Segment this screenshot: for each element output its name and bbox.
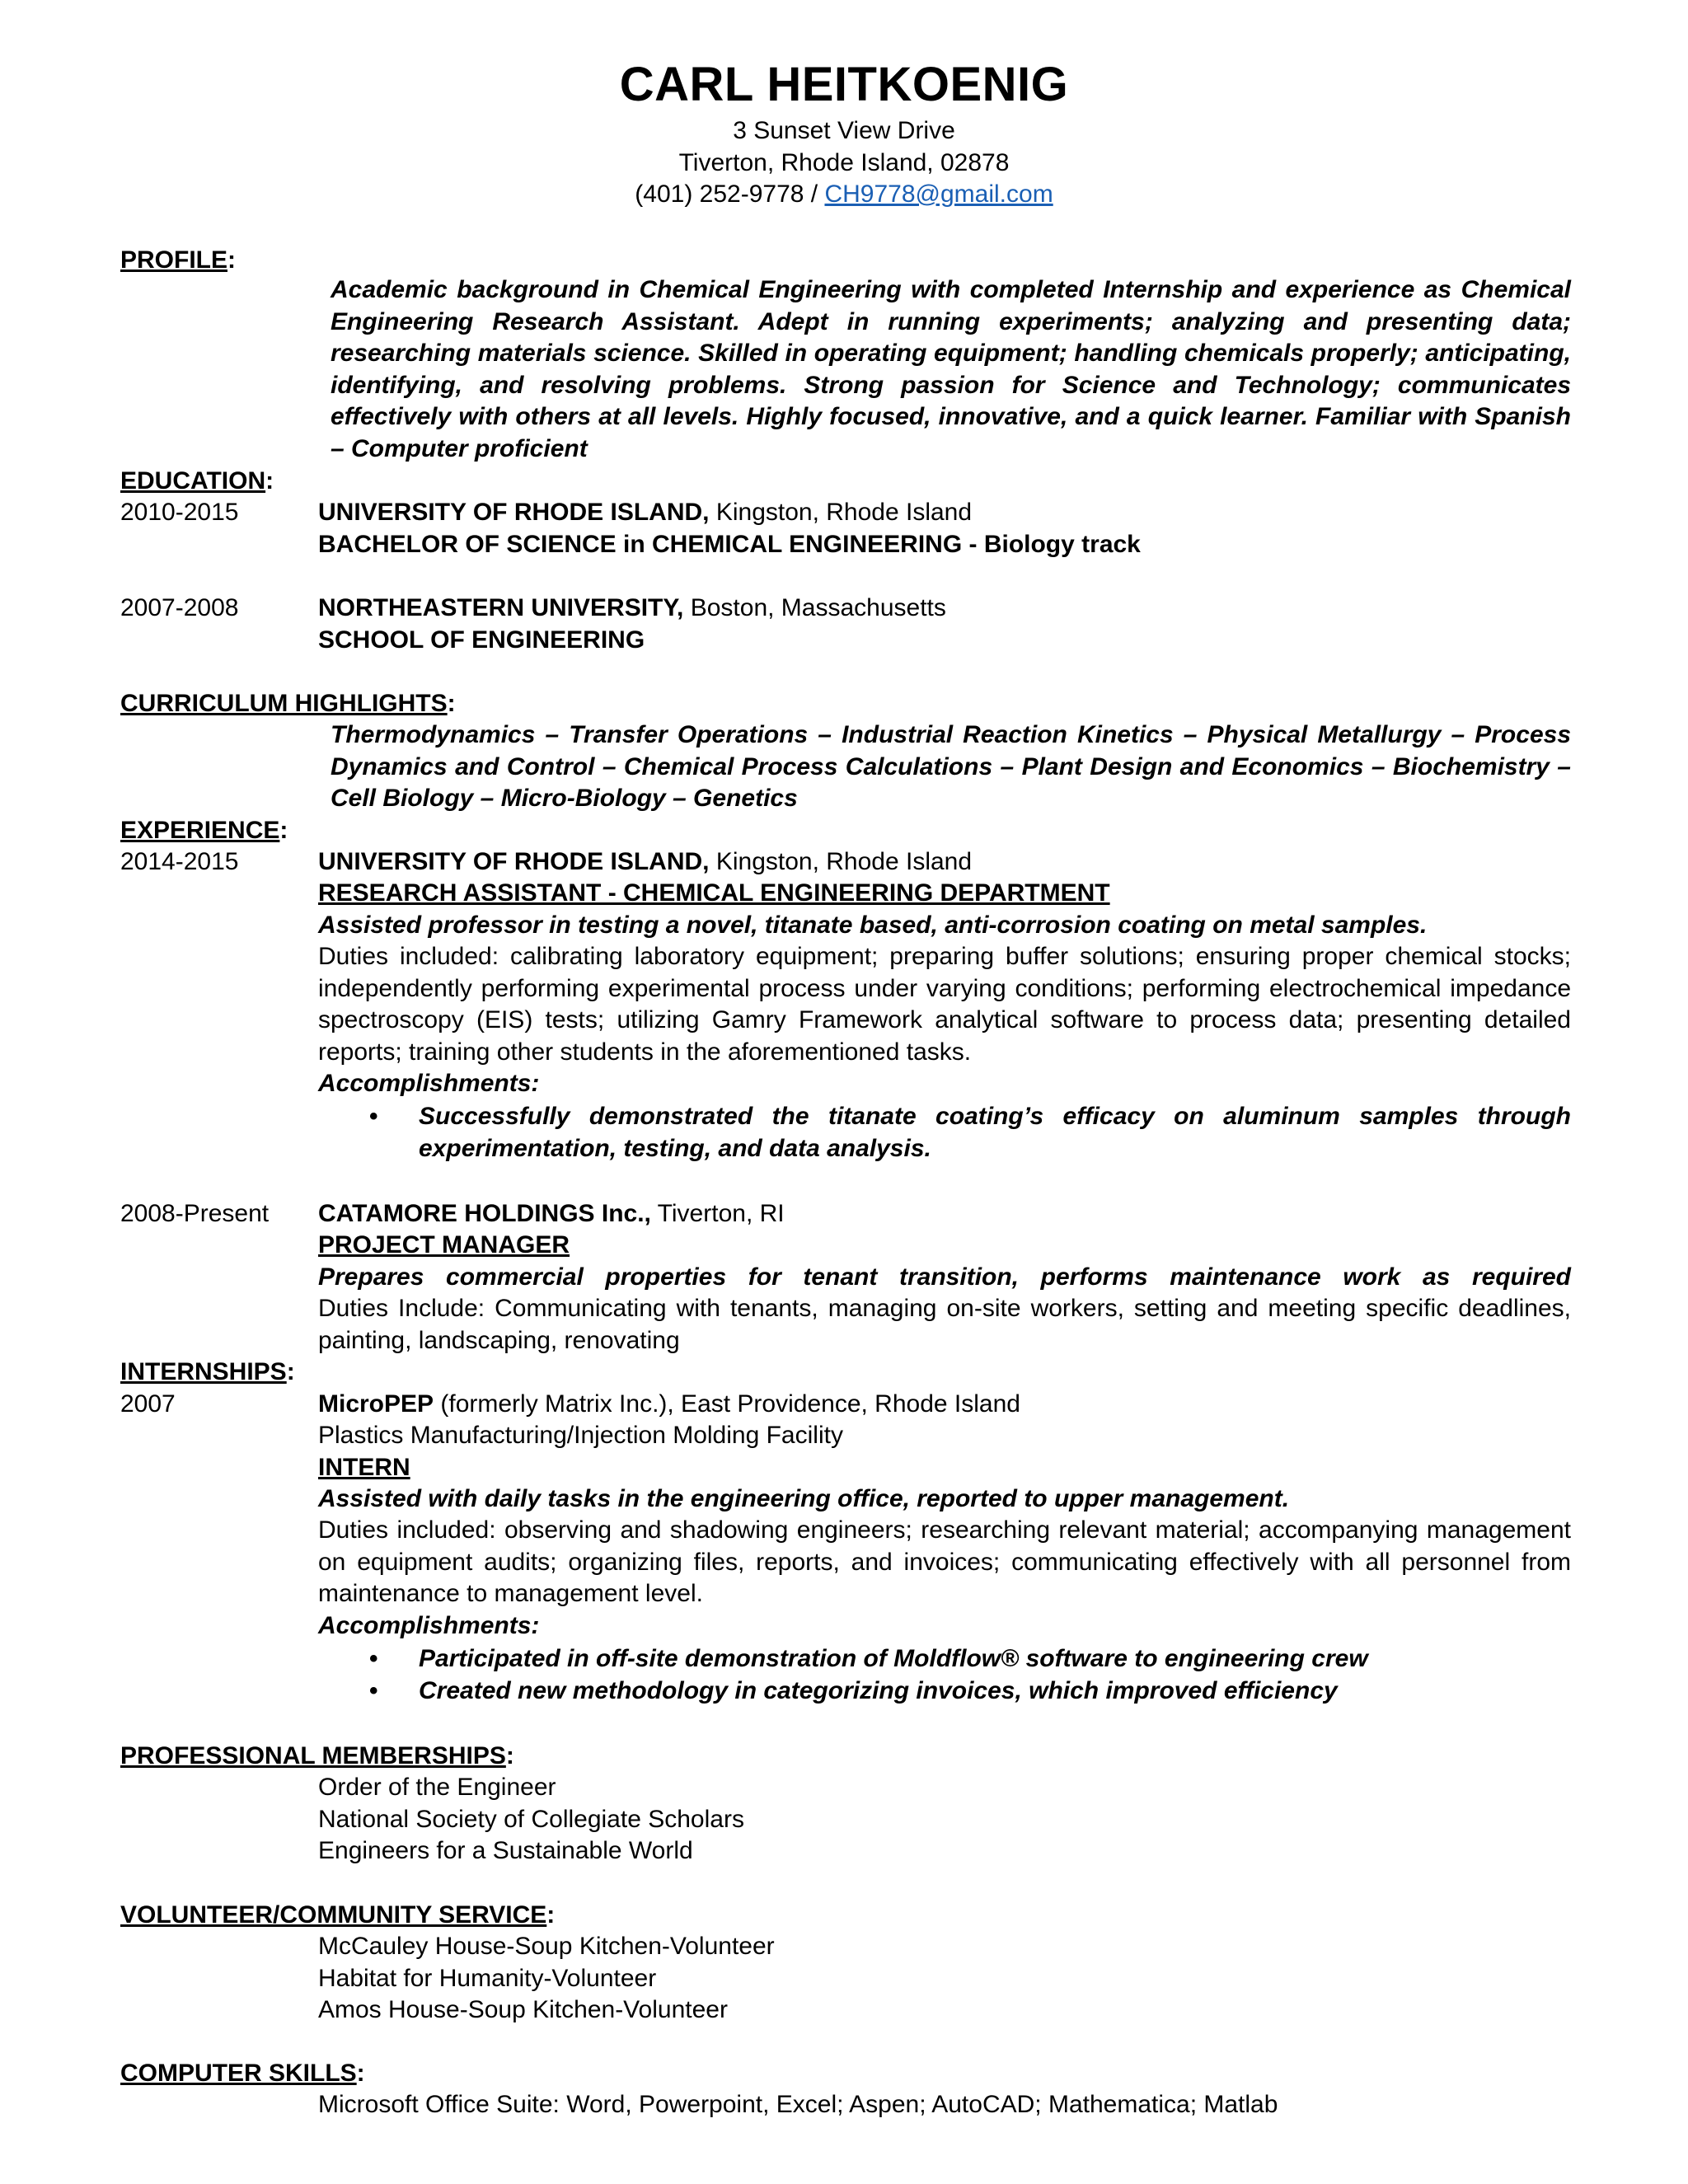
email-link[interactable]: CH9778@gmail.com: [824, 180, 1053, 208]
job-title: PROJECT MANAGER: [318, 1231, 570, 1258]
accomplishments-list: [369, 1643, 1571, 1707]
membership-item: Order of the Engineer: [318, 1774, 556, 1801]
accomplishment-item: • Successfully demonstrated the titanate coating’s efficacy on aluminum samples through experimentation, testing, and data analysis.: [369, 1100, 1571, 1165]
phone-number: (401) 252-9778 /: [635, 180, 818, 208]
internship-dates: 2007: [120, 1390, 176, 1418]
skills-list: Microsoft Office Suite: Word, Powerpoint, Excel; Aspen; AutoCAD; Mathematica; Matlab: [318, 2091, 1278, 2118]
internship-summary: Assisted with daily tasks in the engineering office, reported to upper management.: [318, 1485, 1290, 1512]
volunteer-item: Amos House-Soup Kitchen-Volunteer: [318, 1996, 728, 2023]
education-degree: SCHOOL OF ENGINEERING: [318, 626, 645, 654]
memberships-list: [318, 1772, 744, 1868]
education-dates: 2007-2008: [120, 594, 239, 621]
job-summary: Assisted professor in testing a novel, titanate based, anti-corrosion coating on metal samples.: [318, 912, 1428, 939]
skills-heading: COMPUTER SKILLS:: [120, 2060, 365, 2087]
volunteer-item: Habitat for Humanity-Volunteer: [318, 1964, 657, 1992]
education-school: NORTHEASTERN UNIVERSITY, Boston, Massachusetts: [318, 594, 946, 621]
accomplishments-label: Accomplishments:: [318, 1612, 540, 1639]
job-duties: Duties included: calibrating laboratory equipment; preparing buffer solutions; ensuring proper chemical stocks; independently performing experimental process under varying conditions; performing electrochemical impedance spectroscopy (EIS) tests; utilizing Gamry Framework analytical software to process data; presenting detailed reports; training other students in the aforementioned tasks.: [318, 943, 1571, 1066]
membership-item: Engineers for a Sustainable World: [318, 1837, 693, 1864]
profile-summary: Academic background in Chemical Engineering with completed Internship and experience as Chemical Engineering Research Assistant. Adept in running experiments; analyzing and presenting data; researching materials science. Skilled in operating equipment; handling chemicals properly; anticipating, identifying, and resolving problems. Strong passion for Science and Technology; communicates effectively with others at all levels. Highly focused, innovative, and a quick learner. Familiar with Spanish – Computer proficient: [331, 276, 1571, 462]
job-title: RESEARCH ASSISTANT - CHEMICAL ENGINEERING DEPARTMENT: [318, 879, 1110, 907]
accomplishments-label: Accomplishments:: [318, 1070, 540, 1097]
job-duties: Duties Include: Communicating with tenants, managing on-site workers, setting and meeting specific deadlines, painting, landscaping, renovating: [318, 1295, 1571, 1354]
accomplishment-item: • Created new methodology in categorizing invoices, which improved efficiency: [369, 1675, 1571, 1707]
address-line-1: 3 Sunset View Drive: [733, 117, 955, 144]
profile-heading: PROFILE:: [120, 246, 237, 274]
volunteer-heading: VOLUNTEER/COMMUNITY SERVICE:: [120, 1901, 556, 1929]
curriculum-list: Thermodynamics – Transfer Operations – Industrial Reaction Kinetics – Physical Metallurgy – Process Dynamics and Control – Chemical Process Calculations – Plant Design and Economics – Biochemistry – Cell Biology – Micro-Biology – Genetics: [331, 721, 1571, 812]
experience-heading: EXPERIENCE:: [120, 817, 288, 844]
job-summary: Prepares commercial properties for tenant transition, performs maintenance work as required: [318, 1263, 1571, 1291]
contact-line: [0, 179, 1688, 210]
job-employer: UNIVERSITY OF RHODE ISLAND, Kingston, Rhode Island: [318, 848, 973, 875]
internships-heading: INTERNSHIPS:: [120, 1358, 295, 1385]
job-dates: 2008-Present: [120, 1200, 270, 1227]
internship-employer: MicroPEP (formerly Matrix Inc.), East Providence, Rhode Island: [318, 1390, 1020, 1418]
internship-facility: Plastics Manufacturing/Injection Molding Facility: [318, 1422, 843, 1449]
job-dates: 2014-2015: [120, 848, 239, 875]
education-school: UNIVERSITY OF RHODE ISLAND, Kingston, Rhode Island: [318, 499, 973, 526]
address-line-2: Tiverton, Rhode Island, 02878: [678, 149, 1010, 176]
education-heading: EDUCATION:: [120, 467, 274, 494]
volunteer-item: McCauley House-Soup Kitchen-Volunteer: [318, 1933, 775, 1960]
accomplishment-item: • Participated in off-site demonstration of Moldflow® software to engineering crew: [369, 1643, 1571, 1675]
curriculum-heading: CURRICULUM HIGHLIGHTS:: [120, 690, 456, 717]
internship-title: INTERN: [318, 1454, 410, 1481]
volunteer-list: [318, 1931, 775, 2027]
education-degree: BACHELOR OF SCIENCE in CHEMICAL ENGINEERING - Biology track: [318, 531, 1141, 558]
accomplishments-list: [369, 1100, 1571, 1165]
education-dates: 2010-2015: [120, 499, 239, 526]
internship-duties: Duties included: observing and shadowing engineers; researching relevant material; accompanying management on equipment audits; organizing files, reports, and invoices; communicating effectively with all personnel from maintenance to management level.: [318, 1516, 1571, 1607]
membership-item: National Society of Collegiate Scholars: [318, 1805, 744, 1833]
memberships-heading: PROFESSIONAL MEMBERSHIPS:: [120, 1742, 514, 1769]
job-employer: CATAMORE HOLDINGS Inc., Tiverton, RI: [318, 1200, 785, 1227]
candidate-name: CARL HEITKOENIG: [619, 58, 1069, 111]
